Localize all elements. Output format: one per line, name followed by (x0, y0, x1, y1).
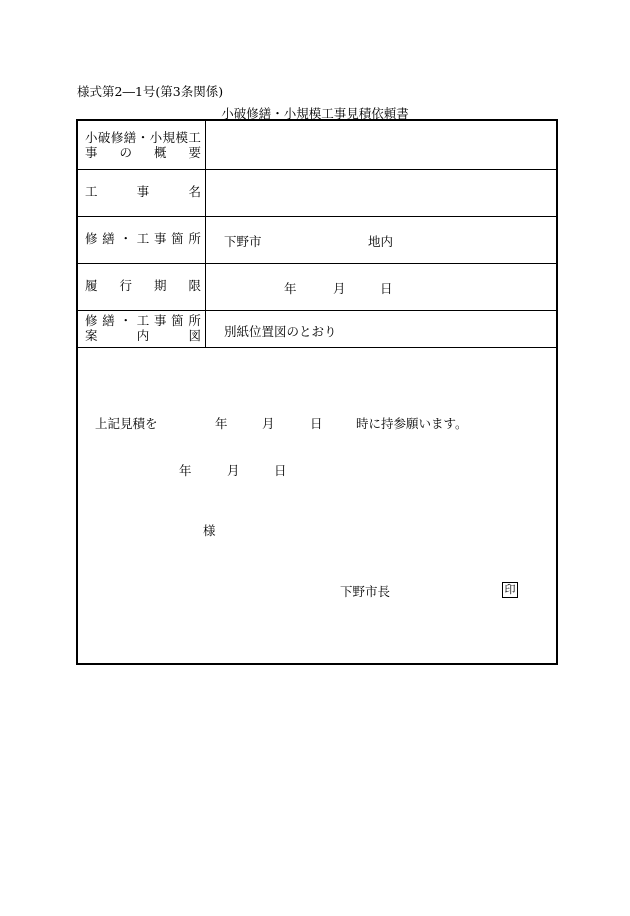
label-cell (78, 169, 206, 216)
label-guide-line2: 案 内 図 (85, 328, 201, 343)
request-prefix: 上記見積を (95, 416, 158, 431)
label-cell (78, 310, 206, 347)
issue-date-year: 年 (179, 463, 192, 478)
label-cell (78, 121, 206, 169)
request-year: 年 (215, 416, 228, 431)
issue-date-month: 月 (227, 463, 240, 478)
label-guide-line1: 修 繕 ・ 工 事 箇 所 (85, 313, 201, 328)
request-month: 月 (262, 416, 275, 431)
issuer-name: 下野市長 (340, 584, 391, 599)
location-city: 下野市 (224, 234, 262, 249)
row-guide-map (78, 310, 556, 348)
label-cell (78, 216, 206, 263)
row-location (78, 216, 556, 264)
label-period: 履 行 期 限 (85, 278, 201, 293)
row-name (78, 169, 556, 217)
location-suffix: 地内 (368, 234, 394, 249)
label-cell (78, 263, 206, 310)
label-overview-line1: 小 破 修 繕 ・ 小 規 模 工 (85, 130, 201, 145)
period-year: 年 (284, 281, 297, 296)
label-name: 工 事 名 (85, 184, 201, 199)
row-period (78, 263, 556, 311)
label-location: 修 繕 ・ 工 事 箇 所 (85, 231, 201, 246)
document-title: 小破修繕・小規模工事見積依頼書 (221, 106, 409, 121)
addressee-suffix: 様 (203, 523, 216, 538)
seal-mark: 印 (502, 582, 518, 598)
label-overview-line2: 事 の 概 要 (85, 145, 201, 160)
form-number: 様式第2―1号(第3条関係) (77, 84, 224, 99)
request-day: 日 (310, 416, 323, 431)
issue-date-day: 日 (274, 463, 287, 478)
row-overview (78, 121, 556, 170)
period-day: 日 (380, 281, 393, 296)
form-table (76, 119, 558, 665)
request-suffix: 時に持参願います。 (356, 416, 468, 431)
guide-value: 別紙位置図のとおり (224, 324, 337, 339)
period-month: 月 (333, 281, 346, 296)
